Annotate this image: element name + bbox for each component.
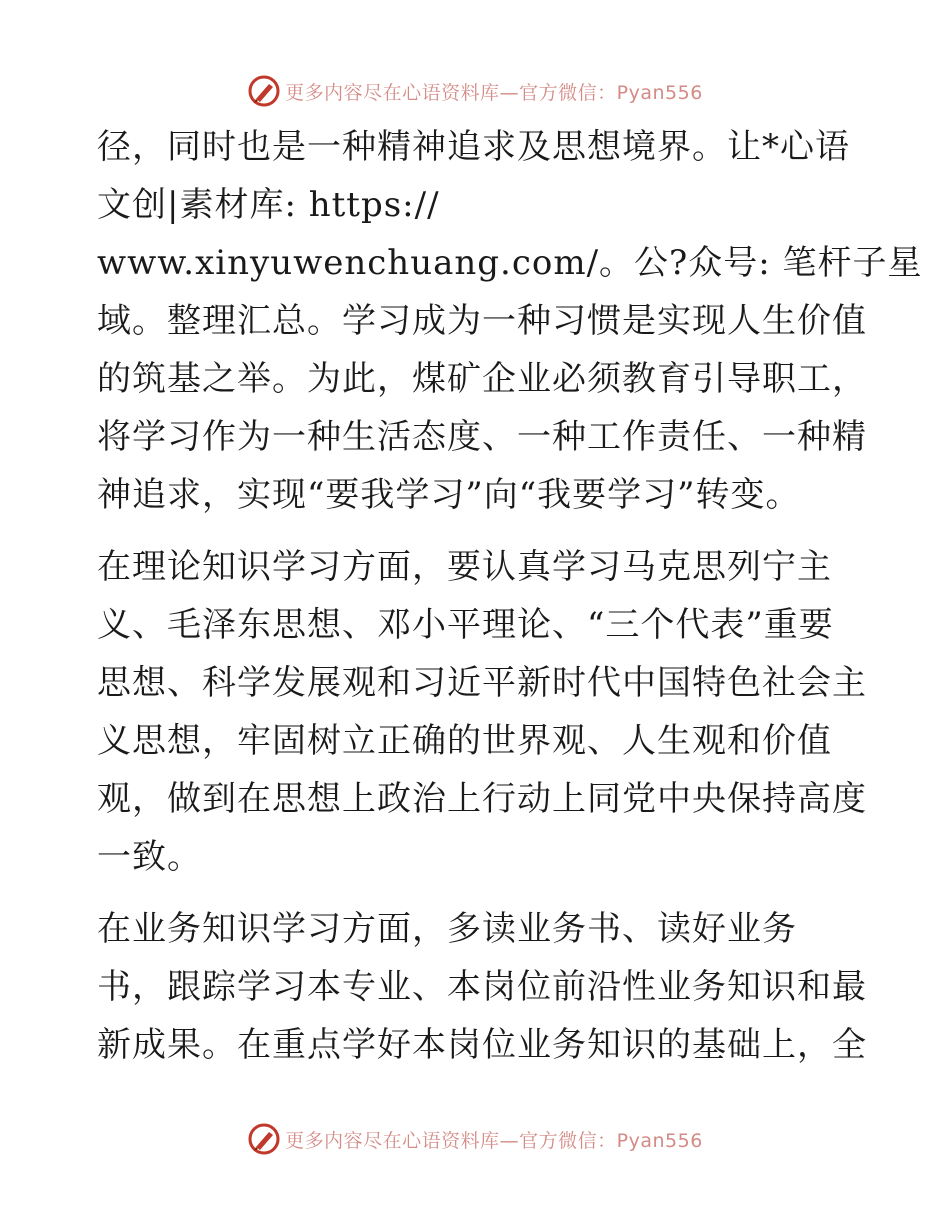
footer-watermark (0, 1119, 950, 1159)
text-line: 域。整理汇总。学习成为一种习惯是实现人生价值 (97, 301, 867, 341)
text-line: 文创|素材库: https:// (97, 185, 440, 225)
paragraph-gap (97, 886, 857, 900)
text-line: 的筑基之举。为此，煤矿企业必须教育引导职工， (97, 359, 867, 399)
text-line: 在理论知识学习方面，要认真学习马克思列宁主 (97, 547, 832, 587)
text-line: 义思想，牢固树立正确的世界观、人生观和价值 (97, 721, 832, 761)
text-line: 书，跟踪学习本专业、本岗位前沿性业务知识和最 (97, 967, 867, 1007)
paragraph (97, 900, 867, 1074)
watermark-text: 更多内容尽在心语资料库—官方微信：Pyan556 (285, 81, 703, 104)
watermark-text: 更多内容尽在心语资料库—官方微信：Pyan556 (285, 1129, 703, 1152)
text-line: 一致。 (97, 837, 202, 877)
text-line: 神追求，实现“要我学习”向“我要学习”转变。 (97, 475, 801, 515)
text-line: 新成果。在重点学好本岗位业务知识的基础上，全 (97, 1025, 867, 1065)
paragraph (97, 538, 867, 886)
text-line: www.xinyuwenchuang.com/。公?众号: 笔杆子星 (97, 243, 923, 283)
text-line: 径，同时也是一种精神追求及思想境界。让*心语 (97, 127, 850, 167)
paragraph-gap (97, 524, 857, 538)
paragraph (97, 118, 923, 524)
text-line: 思想、科学发展观和习近平新时代中国特色社会主 (97, 663, 867, 703)
text-line: 义、毛泽东思想、邓小平理论、“三个代表”重要 (97, 605, 834, 645)
text-line: 在业务知识学习方面，多读业务书、读好业务 (97, 909, 797, 949)
pen-logo-icon (247, 74, 281, 108)
document-body (97, 118, 923, 1074)
text-line: 将学习作为一种生活态度、一种工作责任、一种精 (97, 417, 867, 457)
header-watermark (0, 71, 950, 111)
text-line: 观，做到在思想上政治上行动上同党中央保持高度 (97, 779, 867, 819)
pen-logo-icon (247, 1122, 281, 1156)
